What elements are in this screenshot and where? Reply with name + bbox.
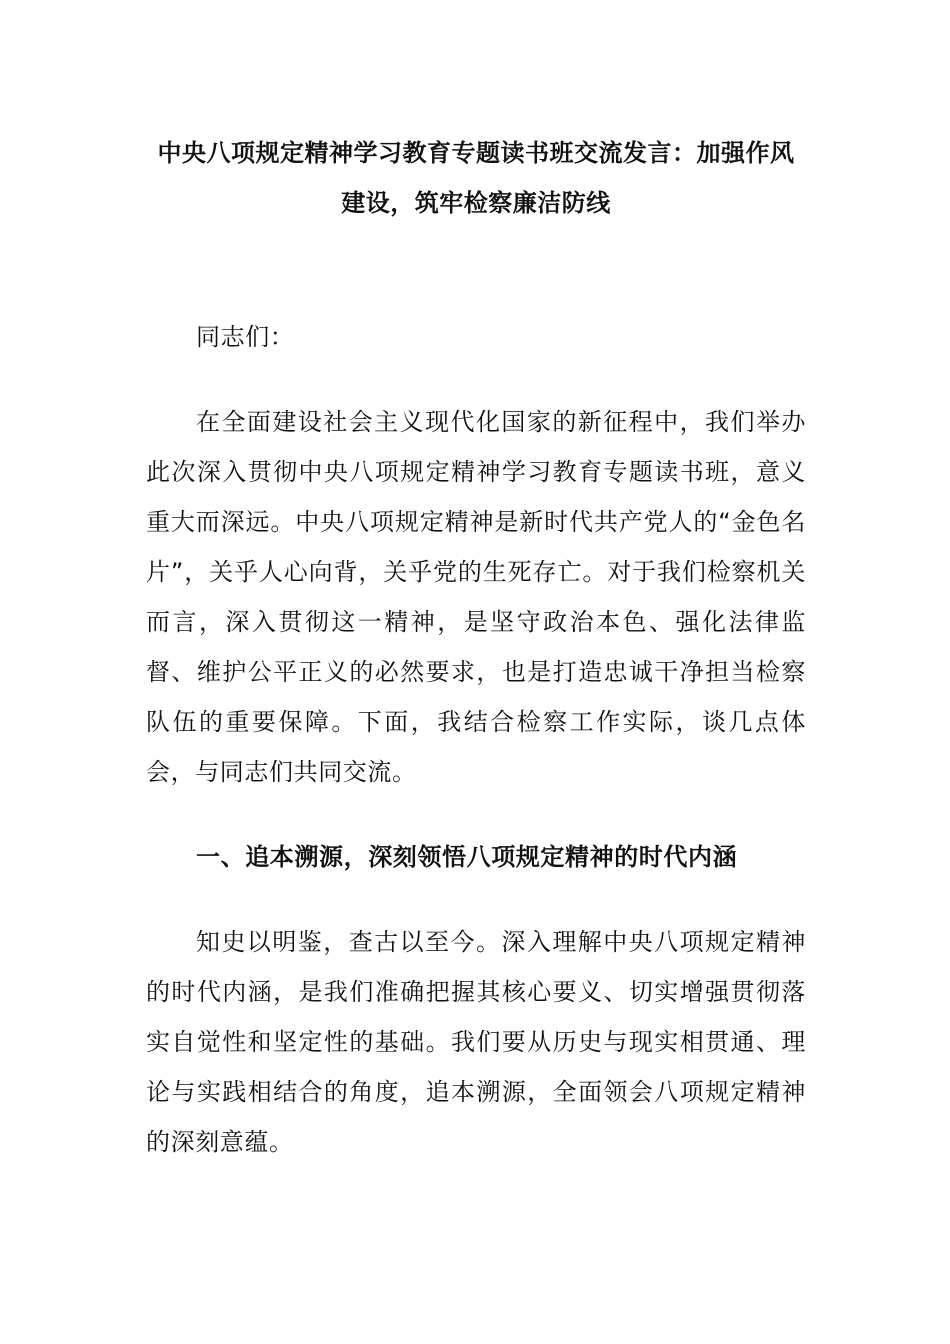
document-title: 中央八项规定精神学习教育专题读书班交流发言：加强作风建设，筑牢检察廉洁防线	[157, 139, 795, 217]
paragraph-intro: 在全面建设社会主义现代化国家的新征程中，我们举办此次深入贯彻中央八项规定精神学习教育专题读书班，意义重大而深远。中央八项规定精神是新时代共产党人的“金色名片”，关乎人心向背，关乎党的生死存亡。对于我们检察机关而言，深入贯彻这一精神，是坚守政治本色、强化法律监督、维护公平正义的必然要求，也是打造忠诚干净担当检察队伍的重要保障。下面，我结合检察工作实际，谈几点体会，与同志们共同交流。	[146, 408, 806, 786]
salutation: 同志们：	[196, 323, 295, 351]
paragraph-section-1: 知史以明鉴，查古以至今。深入理解中央八项规定精神的时代内涵，是我们准确把握其核心要义、切实增强贯彻落实自觉性和坚定性的基础。我们要从历史与现实相贯通、理论与实践相结合的角度，追本溯源，全面领会八项规定精神的深刻意蕴。	[146, 928, 806, 1156]
section-heading-1: 一、追本溯源，深刻领悟八项规定精神的时代内涵	[196, 843, 738, 871]
